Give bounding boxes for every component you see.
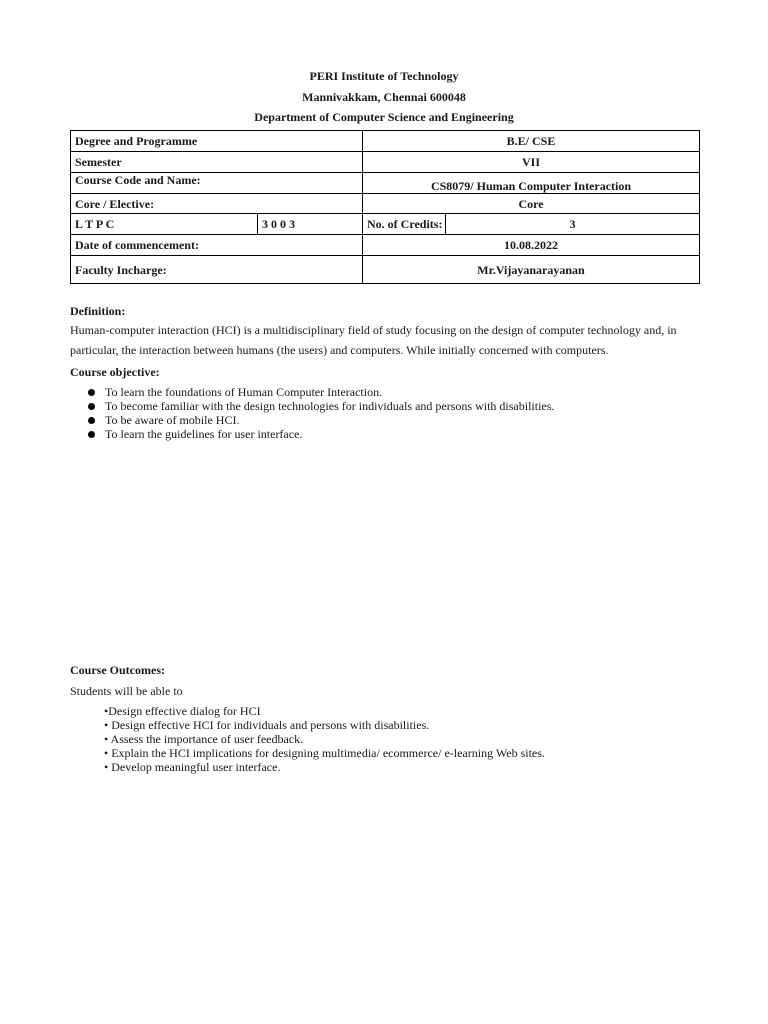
list-item: • Develop meaningful user interface. <box>104 760 281 774</box>
objective-text: To learn the foundations of Human Computer Interaction. <box>105 385 383 399</box>
table-row <box>71 256 700 284</box>
semester-label: Semester <box>71 152 363 173</box>
list-item: • Design effective HCI for individuals and persons with disabilities. <box>104 718 430 732</box>
list-item <box>70 385 554 399</box>
date-label: Date of commencement: <box>71 235 363 256</box>
date-value: 10.08.2022 <box>363 235 700 256</box>
bullet-icon <box>88 389 95 396</box>
table-row <box>71 214 700 235</box>
credits-label: No. of Credits: <box>363 214 446 235</box>
ltpc-value: 3 0 0 3 <box>258 214 363 235</box>
core-value: Core <box>363 194 700 214</box>
semester-value: VII <box>363 152 700 173</box>
objective-text: To become familiar with the design technologies for individuals and persons with disabilities. <box>105 399 555 413</box>
list-item <box>70 413 554 427</box>
list-item: • Assess the importance of user feedback. <box>104 732 304 746</box>
core-label: Core / Elective: <box>71 194 363 214</box>
ltpc-label: L T P C <box>71 214 258 235</box>
table-row <box>71 235 700 256</box>
outcomes-list <box>104 704 545 774</box>
department-name: Department of Computer Science and Engineering <box>254 110 514 124</box>
course-label: Course Code and Name: <box>71 173 363 194</box>
table-row <box>71 152 700 173</box>
outcomes-heading: Course Outcomes: <box>70 663 165 677</box>
faculty-value: Mr.Vijayanarayanan <box>363 256 700 284</box>
definition-text: Human-computer interaction (HCI) is a multidisciplinary field of study focusing on the design of computer technology and, in particular, the interaction between humans (the users) and computers. While initially concerned with computers. <box>70 323 677 357</box>
outcomes-intro: Students will be able to <box>70 684 183 698</box>
table-row <box>71 194 700 214</box>
bullet-icon <box>88 417 95 424</box>
faculty-label: Faculty Incharge: <box>71 256 363 284</box>
list-item <box>70 399 554 413</box>
definition-heading: Definition: <box>70 304 126 318</box>
objective-text: To learn the guidelines for user interface. <box>105 427 303 441</box>
table-row <box>71 131 700 152</box>
institute-name: PERI Institute of Technology <box>309 69 459 83</box>
list-item: •Design effective dialog for HCI <box>104 704 261 718</box>
objective-text: To be aware of mobile HCI. <box>105 413 240 427</box>
degree-value: B.E/ CSE <box>363 131 700 152</box>
course-info-table <box>70 130 700 284</box>
credits-value: 3 <box>446 214 700 235</box>
course-value: CS8079/ Human Computer Interaction <box>363 173 700 194</box>
objectives-heading: Course objective: <box>70 365 160 379</box>
institute-address: Mannivakkam, Chennai 600048 <box>302 90 466 104</box>
degree-label: Degree and Programme <box>71 131 363 152</box>
bullet-icon <box>88 403 95 410</box>
list-item: • Explain the HCI implications for designing multimedia/ ecommerce/ e-learning Web sites. <box>104 746 545 760</box>
bullet-icon <box>88 431 95 438</box>
objectives-list <box>70 385 554 441</box>
list-item <box>70 427 554 441</box>
table-row <box>71 173 700 194</box>
